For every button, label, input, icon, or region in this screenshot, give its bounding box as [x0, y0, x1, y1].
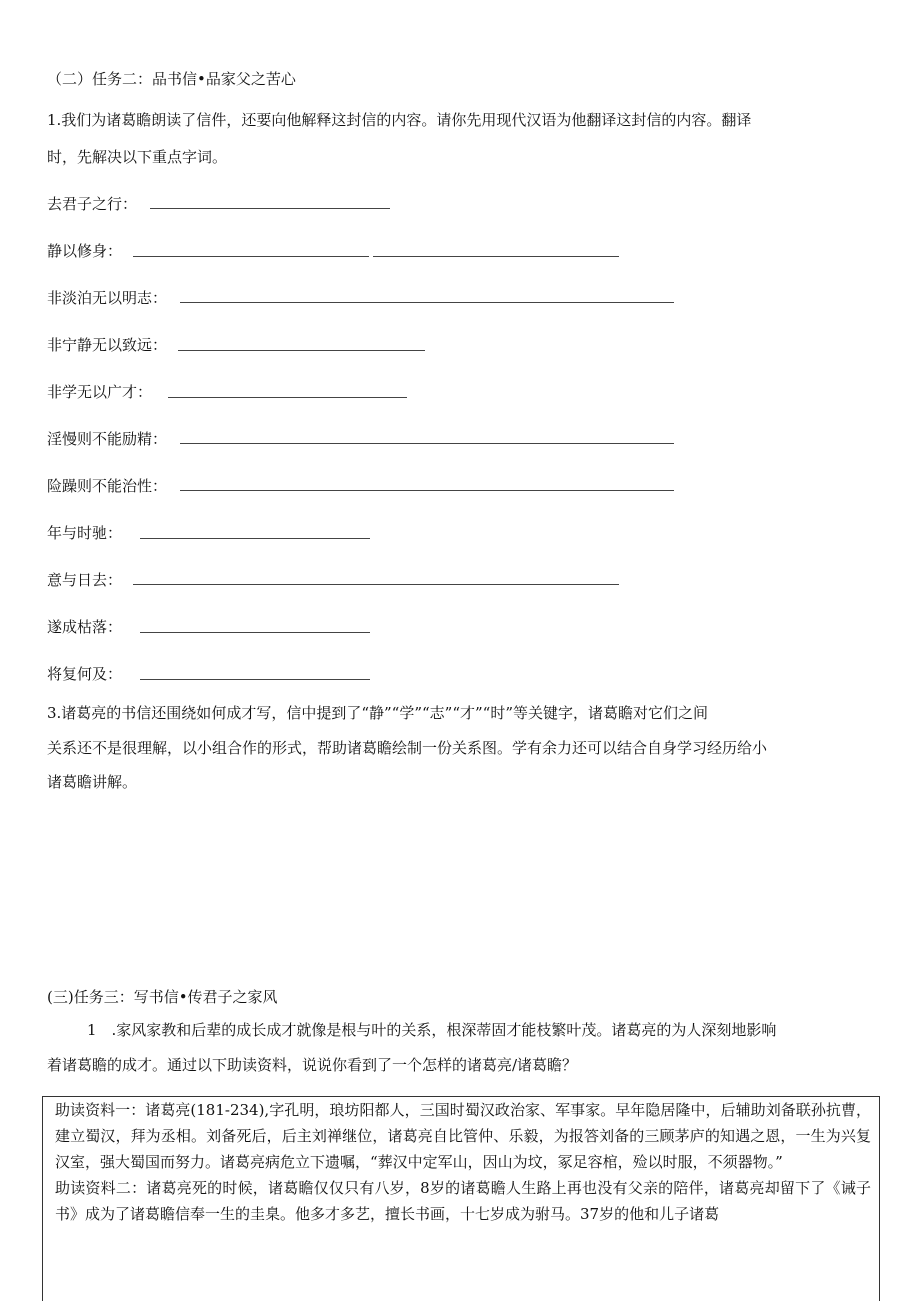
question-3-line-2: 关系还不是很理解，以小组合作的形式，帮助诸葛瞻绘制一份关系图。学有余力还可以结合自身学习经历给小	[47, 739, 768, 757]
answer-line[interactable]	[140, 679, 370, 680]
section-3-heading: (三)任务三：写书信•传君子之家风	[47, 988, 278, 1006]
term-label: 险躁则不能治性：	[47, 477, 168, 495]
reading-material-1: 助读资料一：诸葛亮(181-234),字孔明，琅坊阳都人，三国时蜀汉政治家、军事家。早年隐居隆中，后辅助刘备联孙抗曹，建立蜀汉，拜为丞相。刘备死后，后主刘禅继位，诸葛亮自比管仲、乐毅，为报答刘备的三顾茅庐的知遇之恩，一生为兴复汉室，强大蜀国而努力。诸葛亮病危立下遗嘱，“葬汉中定军山，因山为坟，冢足容棺，殓以时服，不须器物。”	[55, 1101, 871, 1171]
term-label: 遂成枯落：	[47, 618, 123, 636]
reading-material-2: 助读资料二：诸葛亮死的时候，诸葛瞻仅仅只有八岁，8岁的诸葛瞻人生路上再也没有父亲的陪伴，诸葛亮却留下了《诫子书》成为了诸葛瞻信奉一生的圭臬。他多才多艺，擅长书画，十七岁成为驸马。37岁的他和儿子诸葛	[55, 1179, 871, 1223]
answer-line[interactable]	[373, 256, 619, 257]
section-3-question-1-line-1: 1 .家风家教和后辈的成长成才就像是根与叶的关系，根深蒂固才能枝繁叶茂。诸葛亮的为人深刻地影响	[87, 1021, 777, 1039]
answer-line[interactable]	[140, 538, 370, 539]
answer-line[interactable]	[140, 632, 370, 633]
question-1-line-1: 1.我们为诸葛瞻朗读了信件，还要向他解释这封信的内容。请你先用现代汉语为他翻译这封信的内容。翻译	[47, 111, 752, 129]
answer-line[interactable]	[180, 302, 674, 303]
term-label: 淫慢则不能励精：	[47, 430, 168, 448]
term-label: 非学无以广才：	[47, 383, 153, 401]
reading-materials-box	[42, 1096, 880, 1301]
term-label: 将复何及：	[47, 665, 123, 683]
term-label: 非淡泊无以明志：	[47, 289, 168, 307]
answer-line[interactable]	[180, 490, 674, 491]
answer-line[interactable]	[133, 584, 619, 585]
question-3-line-3: 诸葛瞻讲解。	[47, 773, 138, 791]
term-label: 意与日去：	[47, 571, 123, 589]
answer-line[interactable]	[178, 350, 425, 351]
question-3-line-1: 3.诸葛亮的书信还围绕如何成才写，信中提到了“静”“学”“志”“才”“时”等关键字，诸葛瞻对它们之间	[47, 704, 709, 722]
answer-line[interactable]	[133, 256, 369, 257]
answer-line[interactable]	[150, 208, 390, 209]
answer-line[interactable]	[180, 443, 674, 444]
answer-line[interactable]	[168, 397, 407, 398]
term-label: 静以修身：	[47, 242, 123, 260]
section-3-question-1-line-2: 着诸葛瞻的成才。通过以下助读资料，说说你看到了一个怎样的诸葛亮/诸葛瞻？	[47, 1056, 578, 1074]
term-label: 去君子之行：	[47, 195, 138, 213]
section-2-heading: （二）任务二：品书信•品家父之苦心	[47, 70, 296, 88]
question-1-line-2: 时，先解决以下重点字词。	[47, 148, 228, 166]
term-label: 非宁静无以致远：	[47, 336, 168, 354]
term-label: 年与时驰：	[47, 524, 123, 542]
